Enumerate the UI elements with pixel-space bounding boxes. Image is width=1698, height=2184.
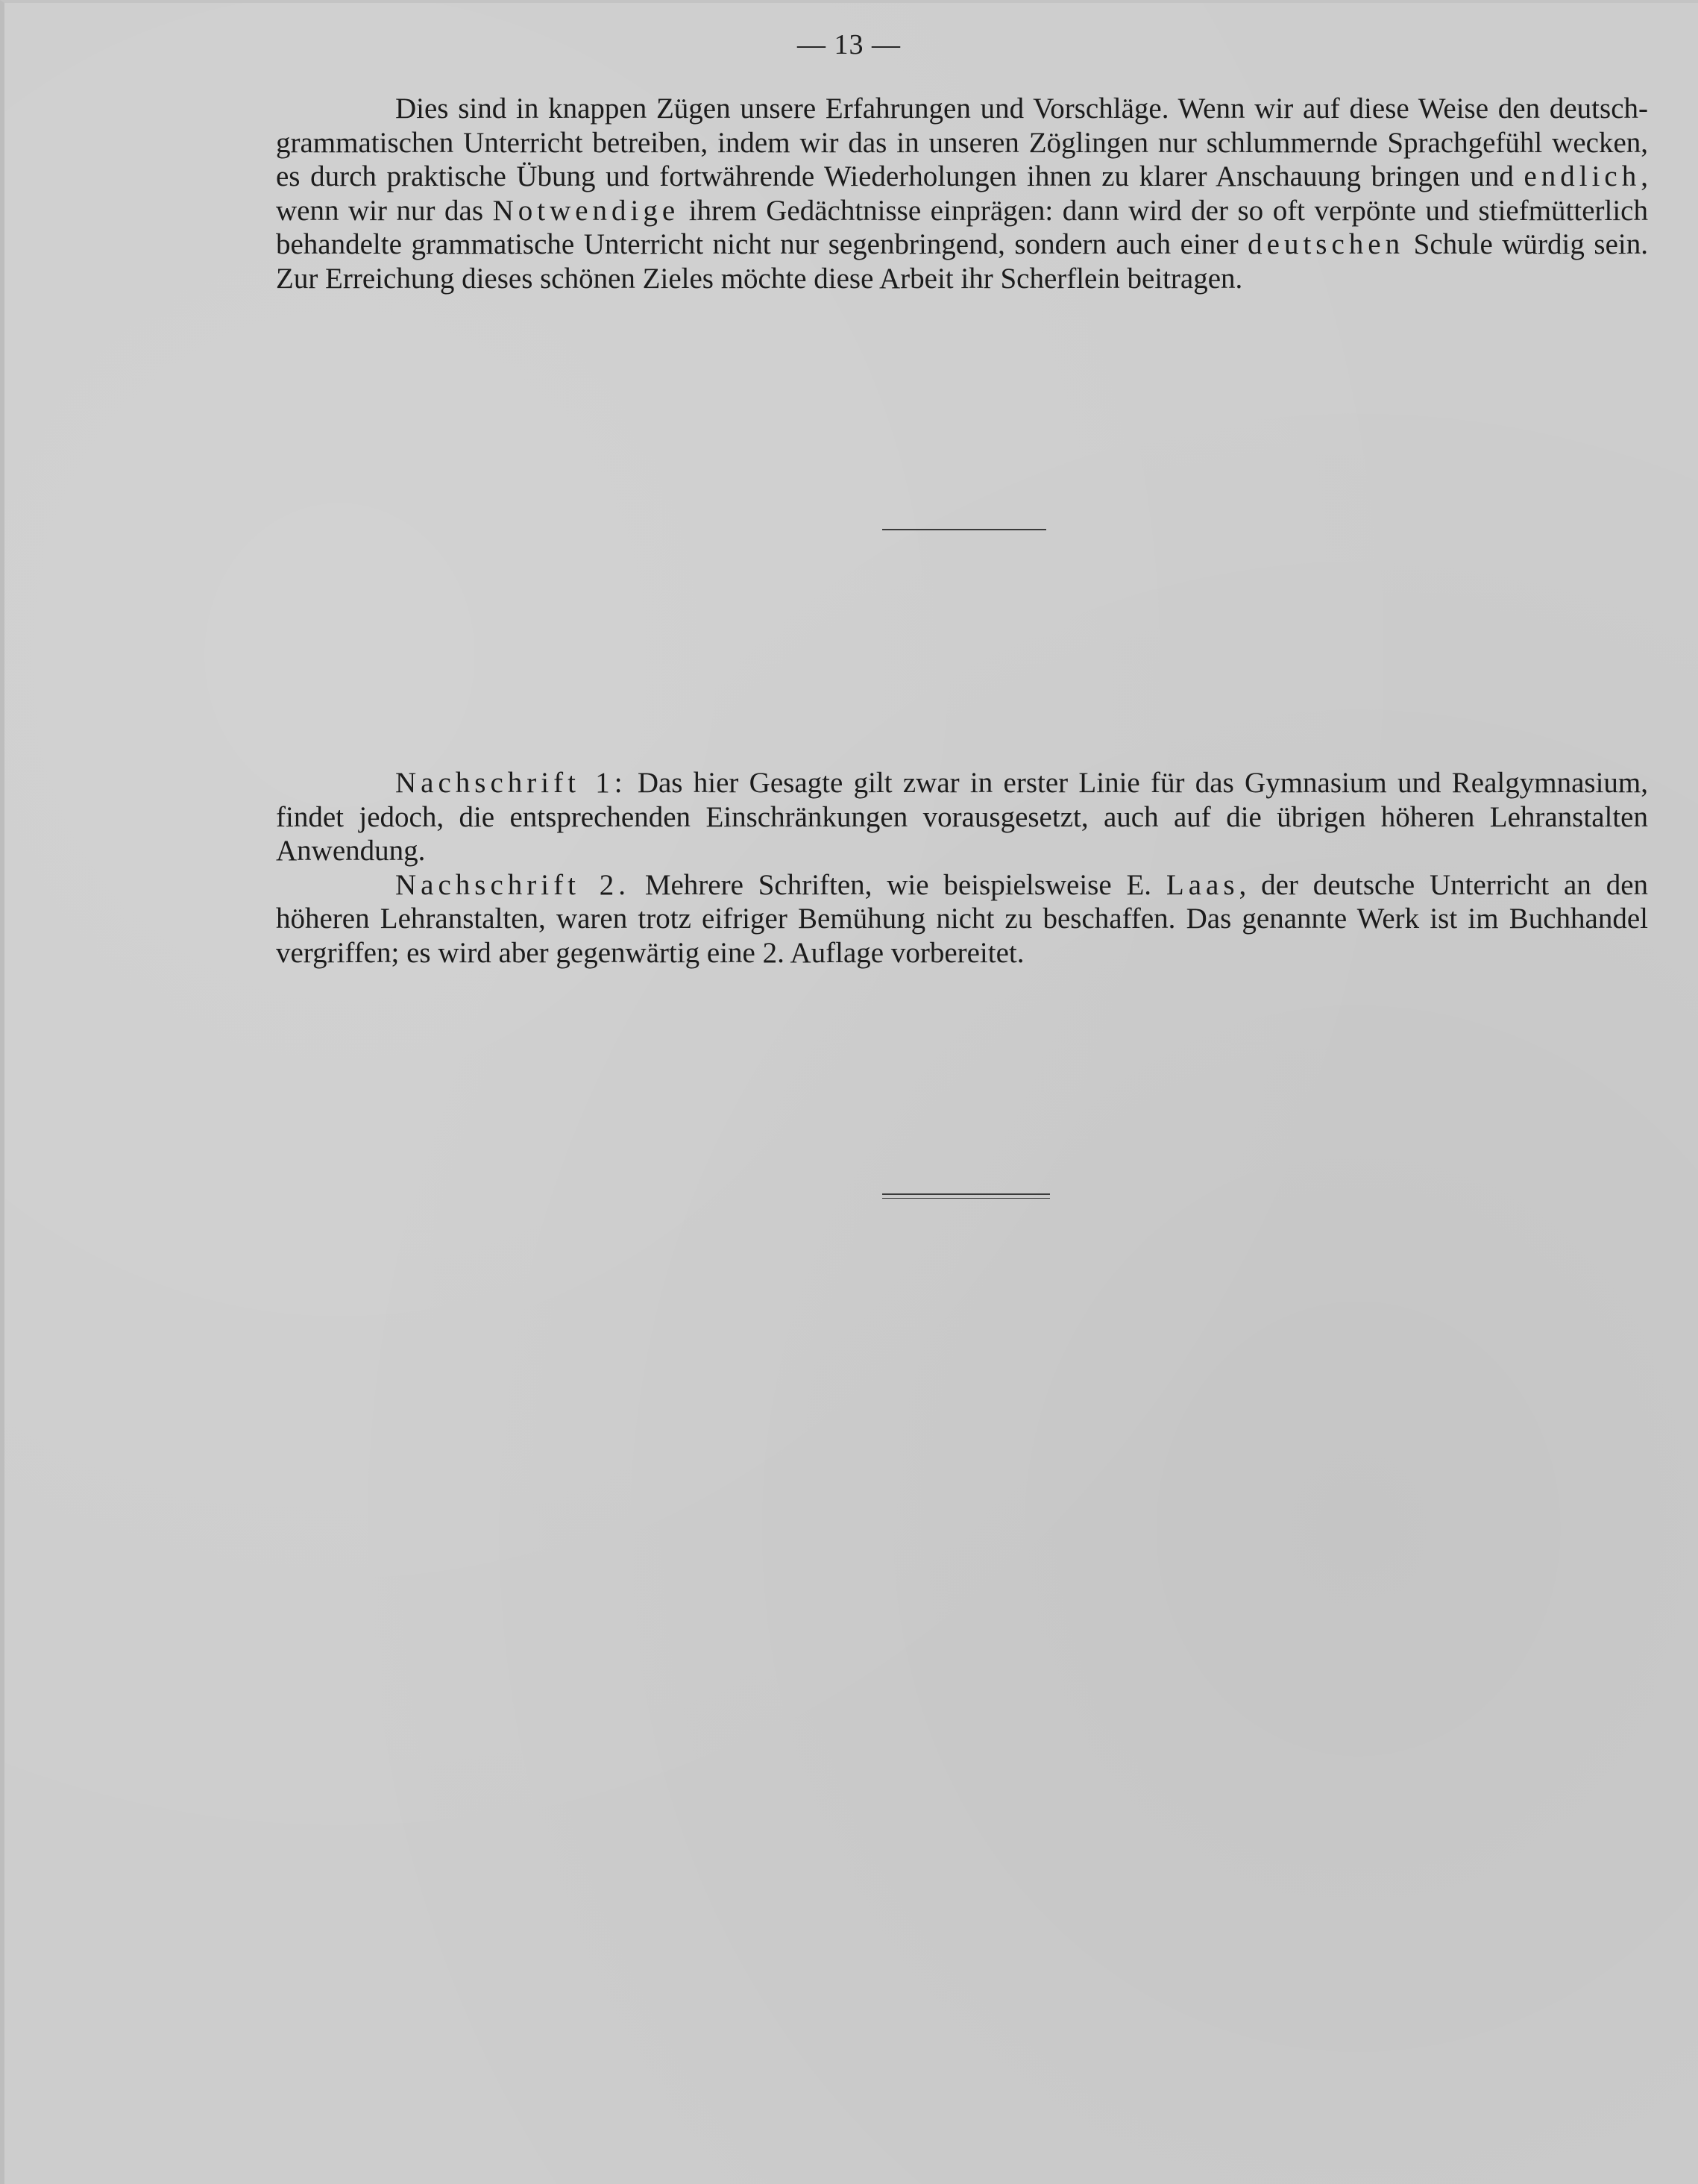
emphasis-endlich: endlich — [1524, 160, 1641, 192]
section-divider — [882, 529, 1046, 530]
postscript-2-heading: Nachschrift 2. — [395, 868, 630, 901]
emphasis-notwendige: Notwendige — [492, 194, 680, 227]
text-segment: Schule würdig sein. Zur Erreichung dieses schönen Zieles möchte diese Arbeit ihr Scherflein beitragen. — [276, 228, 1648, 295]
text-segment: Dies sind in knappen Zügen unsere Erfahrungen und Vorschläge. Wenn wir auf diese Weise den deutsch-grammatischen Unterricht betreiben, indem wir das in unseren Zöglingen nur schlummernde Sprachgefühl wecken, es durch praktische Übung und fortwährende Wiederholungen ihnen zu klarer Anschauung bringen und — [276, 92, 1648, 192]
closing-paragraph — [276, 92, 1648, 295]
postscript-1-heading: Nachschrift 1: — [395, 767, 627, 799]
postscript-1-text: Das hier Gesagte gilt zwar in erster Linie für das Gymnasium und Realgymnasium, findet jedoch, die entsprechenden Einschränkungen vorausgesetzt, auch auf die übrigen höheren Lehranstalten Anwendung. — [276, 767, 1648, 867]
postscript-block — [276, 766, 1648, 970]
postscript-2-text-cont: , der deutsche Unterricht an den höheren Lehranstalten, waren trotz eifriger Bemühung nicht zu beschaffen. Das genannte Werk ist im Buchhandel vergriffen; es wird aber gegenwärtig eine 2. Auflage vorbereitet. — [276, 868, 1648, 969]
end-divider-double-line — [882, 1198, 1050, 1199]
text-segment: , wenn wir nur das — [276, 160, 1648, 227]
closing-paragraph-block — [276, 92, 1648, 295]
emphasis-laas: Laas — [1166, 868, 1239, 901]
text-segment: ihrem Gedächtnisse einprägen: dann wird der so oft verpönte und stiefmütterlich behandelte grammatische Unterricht nicht nur segenbringend, sondern auch einer — [276, 194, 1648, 260]
postscript-2 — [276, 868, 1648, 970]
emphasis-deutschen: deutschen — [1248, 228, 1405, 260]
end-divider — [882, 1193, 1050, 1195]
page-number: — 13 — — [797, 29, 901, 60]
postscript-1 — [276, 766, 1648, 868]
postscript-2-text: Mehrere Schriften, wie beispielsweise E. — [630, 868, 1166, 901]
